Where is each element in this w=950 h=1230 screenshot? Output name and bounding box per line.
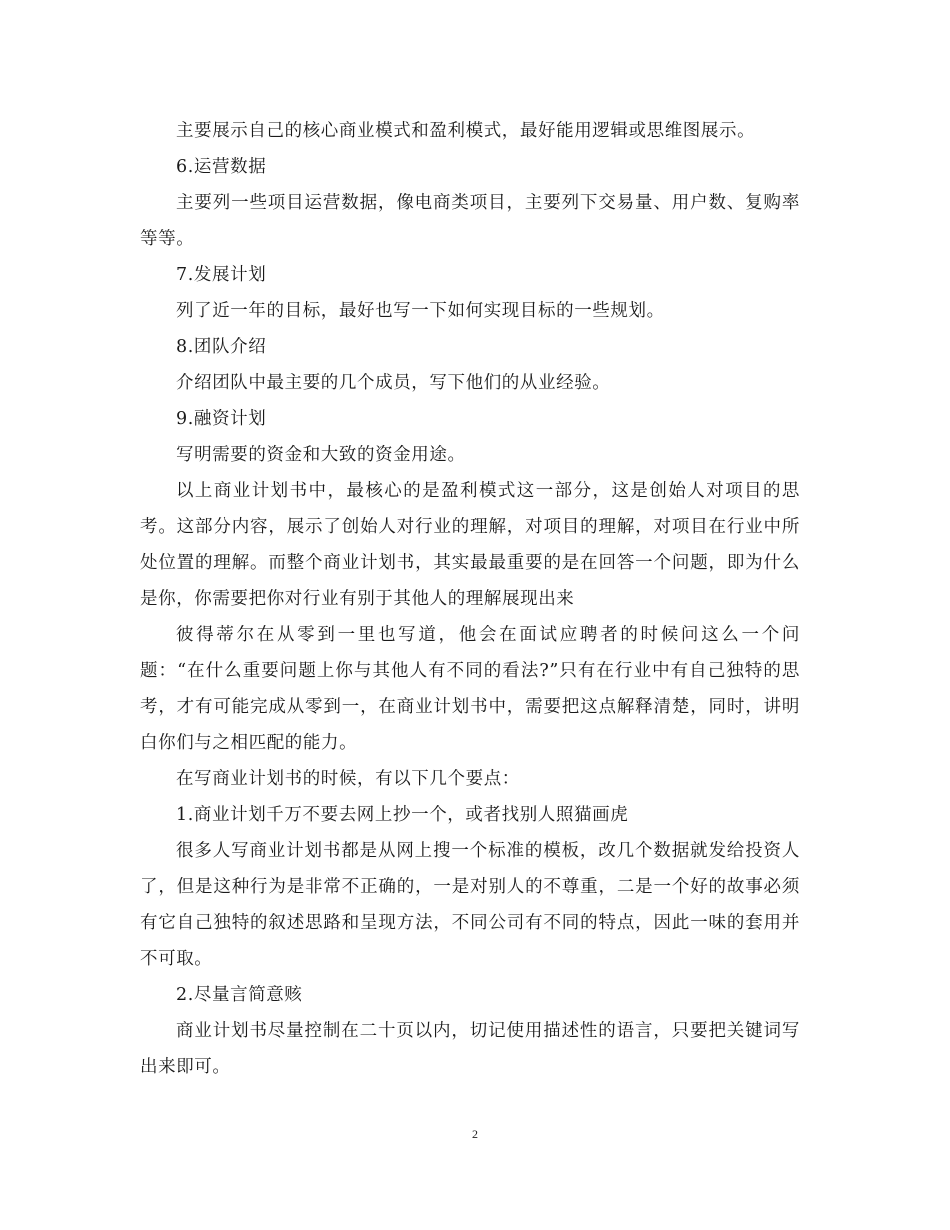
heading-development-plan: 7.发展计划	[176, 265, 267, 285]
paragraph-core-summary: 以上商业计划书中，最核心的是盈利模式这一部分，这是创始人对项目的思考。这部分内容，展示了创始人对行业的理解，对项目的理解，对项目在行业中所处位置的理解。而整个商业计划书，其实最最重要的是在回答一个问题，即为什么是你，你需要把你对行业有别于其他人的理解展现出来	[140, 481, 800, 609]
heading-no-copying: 1.商业计划千万不要去网上抄一个，或者找别人照猫画虎	[176, 805, 629, 825]
document-body	[140, 113, 800, 1085]
paragraph-operating-data: 主要列一些项目运营数据，像电商类项目，主要列下交易量、用户数、复购率等等。	[140, 193, 800, 249]
paragraph-business-model: 主要展示自己的核心商业模式和盈利模式，最好能用逻辑或思维图展示。	[176, 121, 756, 141]
heading-concise: 2.尽量言简意赅	[176, 985, 303, 1005]
paragraph-concise: 商业计划书尽量控制在二十页以内，切记使用描述性的语言，只要把关键词写出来即可。	[140, 1021, 800, 1077]
paragraph-peter-thiel: 彼得蒂尔在从零到一里也写道，他会在面试应聘者的时候问这么一个问题：“在什么重要问题上你与其他人有不同的看法?”只有在行业中有自己独特的思考，才有可能完成从零到一，在商业计划书中，需要把这点解释清楚，同时，讲明白你们与之相匹配的能力。	[140, 625, 800, 753]
paragraph-financing-plan: 写明需要的资金和大致的资金用途。	[176, 445, 466, 465]
paragraph-team-intro: 介绍团队中最主要的几个成员，写下他们的从业经验。	[176, 373, 611, 393]
paragraph-no-copying: 很多人写商业计划书都是从网上搜一个标准的模板，改几个数据就发给投资人了，但是这种行为是非常不正确的，一是对别人的不尊重，二是一个好的故事必须有它自己独特的叙述思路和呈现方法，不同公司有不同的特点，因此一味的套用并不可取。	[140, 841, 800, 969]
heading-operating-data: 6.运营数据	[176, 157, 267, 177]
page-number: 2	[472, 1127, 478, 1141]
heading-financing-plan: 9.融资计划	[176, 409, 267, 429]
paragraph-key-points-intro: 在写商业计划书的时候，有以下几个要点：	[176, 769, 520, 789]
paragraph-development-plan: 列了近一年的目标，最好也写一下如何实现目标的一些规划。	[176, 301, 665, 321]
heading-team-intro: 8.团队介绍	[176, 337, 267, 357]
